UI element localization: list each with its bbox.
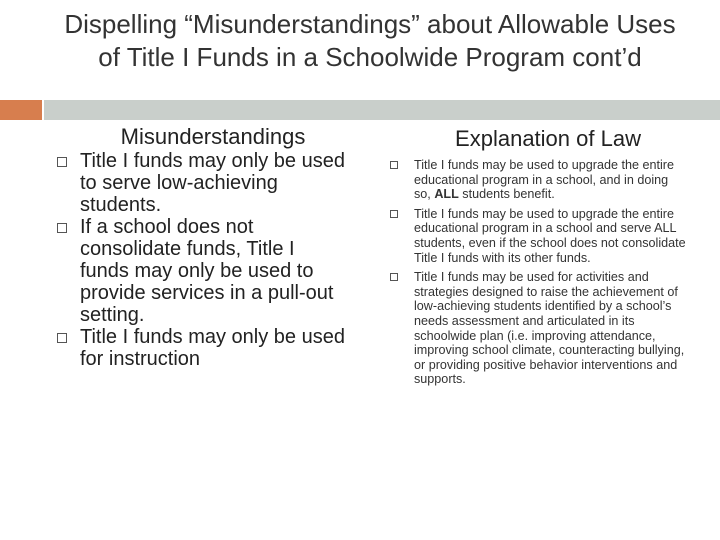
square-bullet-icon [390,210,398,218]
list-item-text: Title I funds may be used to upgrade the entire educational program in a school and serve ALL students, even if the school does not consolidate Title I funds with its other funds. [414,206,686,265]
list-item-text: students benefit. [458,187,555,202]
misunderstandings-list [56,150,346,370]
square-bullet-icon [390,273,398,281]
square-bullet-icon [57,333,67,343]
square-bullet-icon [390,161,398,169]
list-item [56,150,346,216]
list-item-text: Title I funds may only be used for instruction [80,326,345,370]
list-item [386,158,686,202]
list-item-text: Title I funds may be used for activities and strategies designed to raise the achievement of low-achieving students identified by a school’s needs assessment and articulated in its schoolwide plan (i.e. improving attendance, improving school climate, counteracting bullying, or providing positive behavior interventions and supports. [414,270,685,387]
square-bullet-icon [57,157,67,167]
misunderstandings-column [56,124,346,370]
misunderstandings-heading: Misunderstandings [120,124,306,149]
explanation-heading: Explanation of Law [455,126,641,151]
accent-bar [0,100,42,120]
list-item [386,207,686,265]
explanation-list [386,158,686,387]
list-item-text: If a school does not consolidate funds, Title I funds may only be used to provide services in a pull-out setting. [80,216,334,326]
list-item [56,216,346,326]
list-item [56,326,346,370]
emphasis-text: ALL [434,187,459,202]
square-bullet-icon [57,223,67,233]
title-rule-bar [44,100,720,120]
slide-title: Dispelling “Misunderstandings” about Allowable Uses of Title I Funds in a Schoolwide Program cont’d [64,9,676,72]
list-item-text: Title I funds may only be used to serve low-achieving students. [80,150,345,216]
list-item-text: Title I funds may be used to upgrade the entire educational program in a school, and in doing so, [414,158,674,202]
list-item [386,270,686,387]
explanation-column [386,124,686,392]
